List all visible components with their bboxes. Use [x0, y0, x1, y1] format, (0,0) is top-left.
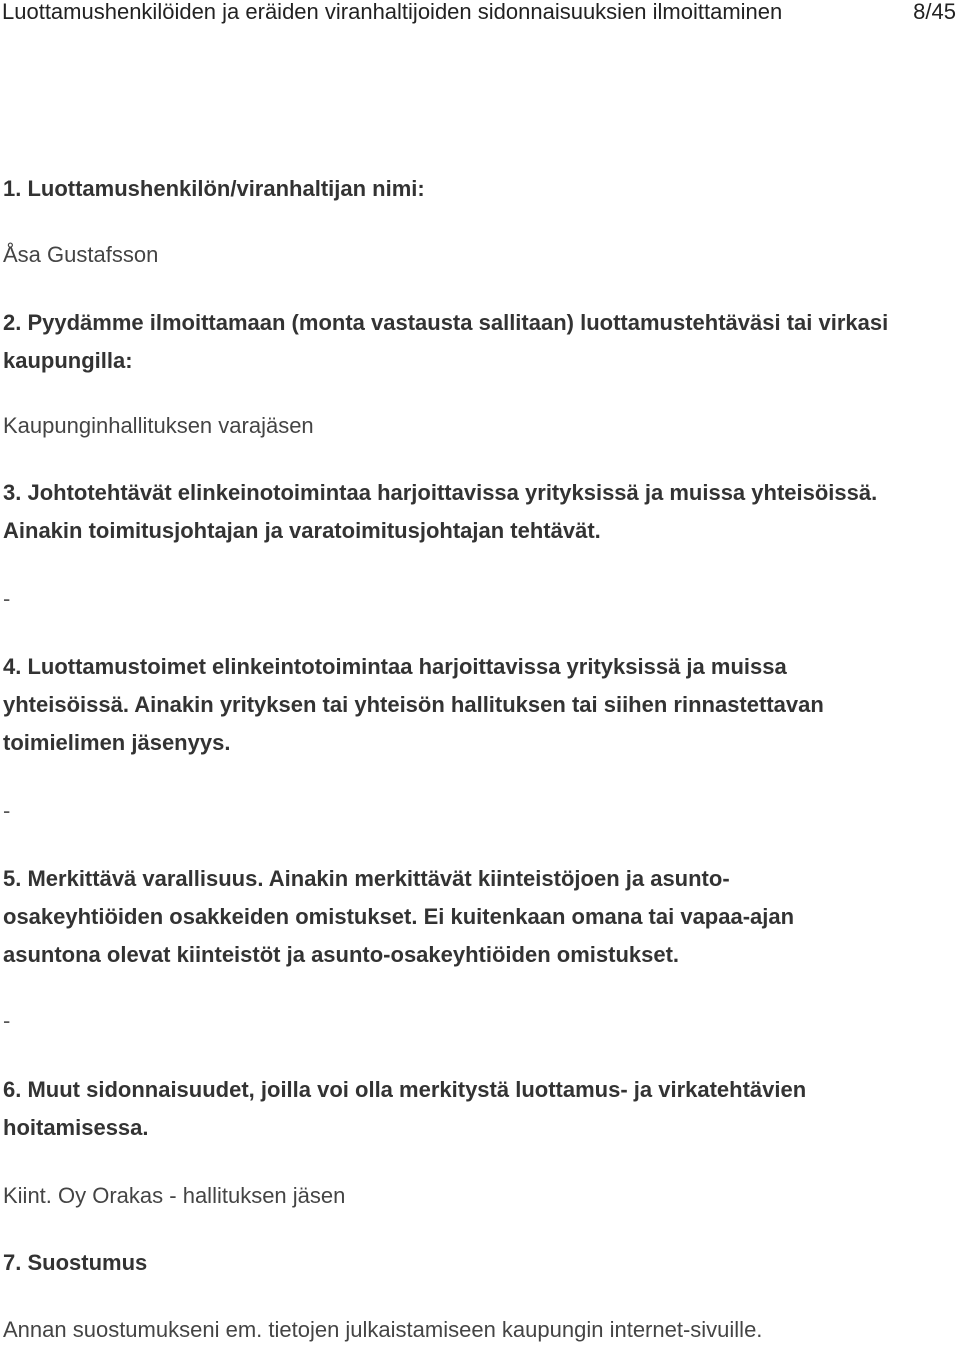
answer-5: -	[3, 1008, 11, 1033]
question-7: 7. Suostumus	[3, 1250, 148, 1275]
answer-3: -	[3, 586, 11, 611]
page-number: 8/45	[913, 0, 956, 24]
page-header	[2, 0, 956, 24]
question-2: 2. Pyydämme ilmoittamaan (monta vastausta sallitaan) luottamustehtäväsi tai virkasi kaupungilla:	[3, 310, 889, 373]
question-1: 1. Luottamushenkilön/viranhaltijan nimi:	[3, 176, 425, 201]
answer-6: Kiint. Oy Orakas - hallituksen jäsen	[3, 1183, 346, 1208]
answer-4: -	[3, 798, 11, 823]
answer-1: Åsa Gustafsson	[3, 242, 159, 267]
answer-2: Kaupunginhallituksen varajäsen	[3, 413, 314, 438]
document-title: Luottamushenkilöiden ja eräiden viranhaltijoiden sidonnaisuuksien ilmoittaminen	[2, 0, 783, 24]
question-3: 3. Johtotehtävät elinkeinotoimintaa harjoittavissa yrityksissä ja muissa yhteisöissä. Ainakin toimitusjohtajan ja varatoimitusjohtajan tehtävät.	[3, 480, 878, 543]
answer-7: Annan suostumukseni em. tietojen julkaistamiseen kaupungin internet-sivuille.	[3, 1317, 763, 1342]
question-4: 4. Luottamustoimet elinkeintotoimintaa harjoittavissa yrityksissä ja muissa yhteisöissä. Ainakin yrityksen tai yhteisön hallituksen tai siihen rinnastettavan toimielimen jäsenyys.	[3, 654, 824, 755]
question-6: 6. Muut sidonnaisuudet, joilla voi olla merkitystä luottamus- ja virkatehtävien hoitamisessa.	[3, 1077, 807, 1140]
question-5: 5. Merkittävä varallisuus. Ainakin merkittävät kiinteistöjoen ja asunto-osakeyhtiöiden osakkeiden omistukset. Ei kuitenkaan omana tai vapaa-ajan asuntona olevat kiinteistöt ja asunto-osakeyhtiöiden omistukset.	[3, 866, 795, 967]
